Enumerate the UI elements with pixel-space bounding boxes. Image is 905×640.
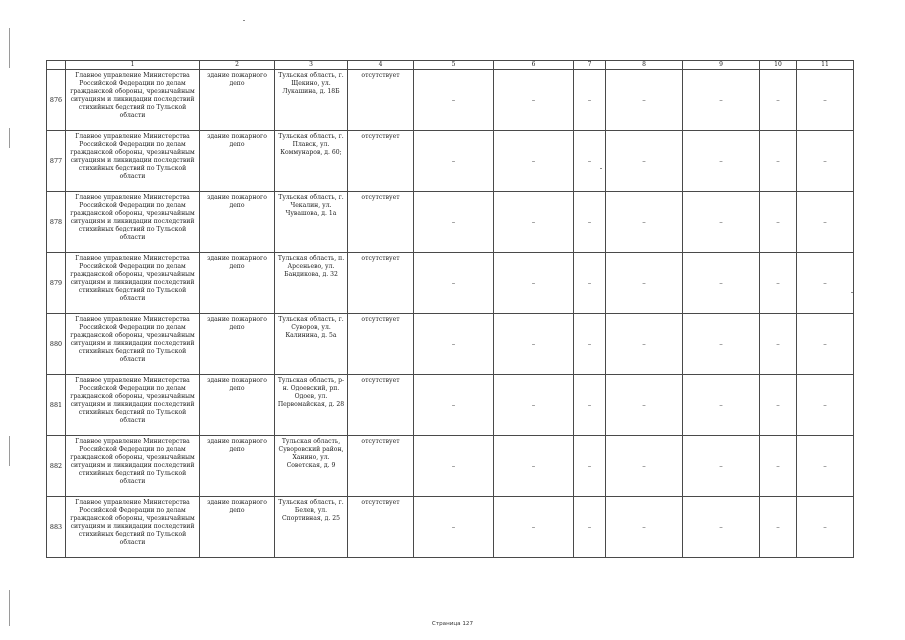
owner-organization-cell: Главное управление Министерства Российской Федерации по делам гражданской обороны, чрезвычайным ситуациям и ликвидации последствий стихийных бедствий по Тульской области — [66, 314, 200, 375]
column-number-cell: 9 — [683, 61, 760, 70]
column-number-cell: 5 — [414, 61, 494, 70]
owner-organization-cell: Главное управление Министерства Российской Федерации по делам гражданской обороны, чрезвычайным ситуациям и ликвидации последствий стихийных бедствий по Тульской области — [66, 253, 200, 314]
table-row — [47, 131, 854, 192]
owner-organization-cell: Главное управление Министерства Российской Федерации по делам гражданской обороны, чрезвычайным ситуациям и ликвидации последствий стихийных бедствий по Тульской области — [66, 131, 200, 192]
empty-value-cell: – — [760, 70, 797, 131]
row-number-cell: 876 — [47, 70, 66, 131]
empty-value-cell: – — [797, 436, 854, 497]
owner-organization-cell: Главное управление Министерства Российской Федерации по делам гражданской обороны, чрезвычайным ситуациям и ликвидации последствий стихийных бедствий по Тульской области — [66, 375, 200, 436]
empty-value-cell: – — [574, 497, 606, 558]
object-name-cell: здание пожарного депо — [200, 497, 275, 558]
table-row — [47, 192, 854, 253]
empty-value-cell: – — [760, 131, 797, 192]
empty-value-cell: – — [797, 70, 854, 131]
object-name-cell: здание пожарного депо — [200, 314, 275, 375]
address-cell: Тульская область, п. Арсеньево, ул. Бандикова, д. 32 — [275, 253, 348, 314]
empty-value-cell: – — [494, 314, 574, 375]
empty-value-cell: – — [414, 192, 494, 253]
empty-value-cell: – — [760, 314, 797, 375]
registration-status-cell: отсутствует — [348, 375, 414, 436]
empty-value-cell: – — [760, 436, 797, 497]
empty-value-cell: – — [606, 314, 683, 375]
empty-value-cell: – — [606, 131, 683, 192]
empty-value-cell: – — [760, 253, 797, 314]
address-cell: Тульская область, Суворовский район, Ханино, ул. Советская, д. 9 — [275, 436, 348, 497]
scan-margin-mark — [9, 128, 10, 148]
empty-value-cell: – — [414, 436, 494, 497]
empty-value-cell: – — [606, 375, 683, 436]
empty-value-cell: – — [494, 436, 574, 497]
table-row — [47, 253, 854, 314]
row-number-cell: 881 — [47, 375, 66, 436]
empty-value-cell: – — [683, 436, 760, 497]
empty-value-cell: – — [606, 253, 683, 314]
empty-value-cell: – — [683, 253, 760, 314]
object-name-cell: здание пожарного депо — [200, 192, 275, 253]
row-number-cell: 882 — [47, 436, 66, 497]
column-number-cell: 7 — [574, 61, 606, 70]
object-name-cell: здание пожарного депо — [200, 131, 275, 192]
empty-value-cell: – — [606, 70, 683, 131]
empty-value-cell: – — [797, 131, 854, 192]
scan-margin-mark — [9, 436, 10, 466]
empty-value-cell: – — [574, 375, 606, 436]
registration-status-cell: отсутствует — [348, 436, 414, 497]
empty-value-cell: – — [797, 192, 854, 253]
row-number-cell: 877 — [47, 131, 66, 192]
empty-value-cell: – — [760, 192, 797, 253]
empty-value-cell: – — [797, 253, 854, 314]
empty-value-cell: – — [414, 375, 494, 436]
empty-value-cell: – — [494, 497, 574, 558]
empty-value-cell: – — [606, 436, 683, 497]
column-number-cell: 10 — [760, 61, 797, 70]
empty-value-cell: – — [683, 375, 760, 436]
registry-table — [46, 60, 854, 558]
owner-organization-cell: Главное управление Министерства Российской Федерации по делам гражданской обороны, чрезвычайным ситуациям и ликвидации последствий стихийных бедствий по Тульской области — [66, 70, 200, 131]
empty-value-cell: – — [606, 192, 683, 253]
scan-margin-mark — [9, 28, 10, 68]
scan-artifact — [243, 20, 245, 21]
empty-value-cell: – — [494, 70, 574, 131]
column-number-cell: 2 — [200, 61, 275, 70]
empty-value-cell: – — [574, 131, 606, 192]
empty-value-cell: – — [494, 253, 574, 314]
column-number-cell: 6 — [494, 61, 574, 70]
empty-value-cell: – — [574, 314, 606, 375]
empty-value-cell: – — [797, 314, 854, 375]
table-row — [47, 436, 854, 497]
empty-value-cell: – — [414, 131, 494, 192]
registration-status-cell: отсутствует — [348, 253, 414, 314]
empty-value-cell: – — [574, 70, 606, 131]
empty-value-cell: – — [414, 497, 494, 558]
row-number-cell: 883 — [47, 497, 66, 558]
row-number-cell: 879 — [47, 253, 66, 314]
table-row — [47, 497, 854, 558]
empty-value-cell: – — [494, 192, 574, 253]
address-cell: Тульская область, г. Плавск, ул. Коммунаров, д. 60; — [275, 131, 348, 192]
owner-organization-cell: Главное управление Министерства Российской Федерации по делам гражданской обороны, чрезвычайным ситуациям и ликвидации последствий стихийных бедствий по Тульской области — [66, 497, 200, 558]
empty-value-cell: – — [414, 314, 494, 375]
table-row — [47, 375, 854, 436]
table-row — [47, 70, 854, 131]
empty-value-cell: – — [760, 375, 797, 436]
empty-value-cell: – — [414, 70, 494, 131]
column-number-row — [47, 61, 854, 70]
object-name-cell: здание пожарного депо — [200, 70, 275, 131]
address-cell: Тульская область, г. Щекино, ул. Лукашина, д. 18Б — [275, 70, 348, 131]
empty-value-cell: – — [414, 253, 494, 314]
address-cell: Тульская область, г. Белев, ул. Спортивная, д. 25 — [275, 497, 348, 558]
page-number-label: Страница 127 — [431, 621, 474, 627]
row-number-cell: 880 — [47, 314, 66, 375]
empty-value-cell: – — [797, 497, 854, 558]
empty-value-cell: – — [574, 192, 606, 253]
registration-status-cell: отсутствует — [348, 131, 414, 192]
object-name-cell: здание пожарного депо — [200, 253, 275, 314]
owner-organization-cell: Главное управление Министерства Российской Федерации по делам гражданской обороны, чрезвычайным ситуациям и ликвидации последствий стихийных бедствий по Тульской области — [66, 436, 200, 497]
registration-status-cell: отсутствует — [348, 314, 414, 375]
empty-value-cell: – — [606, 497, 683, 558]
address-cell: Тульская область, р-н. Одоевский, рп. Одоев, ул. Первомайская, д. 28 — [275, 375, 348, 436]
registration-status-cell: отсутствует — [348, 192, 414, 253]
empty-value-cell: – — [683, 70, 760, 131]
empty-value-cell: – — [683, 131, 760, 192]
column-number-cell: 8 — [606, 61, 683, 70]
empty-value-cell: – — [760, 497, 797, 558]
empty-value-cell: – — [574, 253, 606, 314]
empty-value-cell: – — [574, 436, 606, 497]
empty-value-cell: – — [683, 192, 760, 253]
column-number-cell: 1 — [66, 61, 200, 70]
table-row — [47, 314, 854, 375]
registration-status-cell: отсутствует — [348, 497, 414, 558]
column-number-cell: 4 — [348, 61, 414, 70]
empty-value-cell: – — [494, 375, 574, 436]
empty-value-cell: – — [797, 375, 854, 436]
object-name-cell: здание пожарного депо — [200, 436, 275, 497]
row-number-cell: 878 — [47, 192, 66, 253]
empty-value-cell: – — [494, 131, 574, 192]
column-number-cell: 3 — [275, 61, 348, 70]
registry-table-body — [47, 61, 854, 558]
address-cell: Тульская область, г. Чекалин, ул. Чувашова, д. 1а — [275, 192, 348, 253]
address-cell: Тульская область, г. Суворов, ул. Калинина, д. 5а — [275, 314, 348, 375]
object-name-cell: здание пожарного депо — [200, 375, 275, 436]
empty-value-cell: – — [683, 497, 760, 558]
column-number-cell — [47, 61, 66, 70]
registration-status-cell: отсутствует — [348, 70, 414, 131]
column-number-cell: 11 — [797, 61, 854, 70]
empty-value-cell: – — [683, 314, 760, 375]
owner-organization-cell: Главное управление Министерства Российской Федерации по делам гражданской обороны, чрезвычайным ситуациям и ликвидации последствий стихийных бедствий по Тульской области — [66, 192, 200, 253]
